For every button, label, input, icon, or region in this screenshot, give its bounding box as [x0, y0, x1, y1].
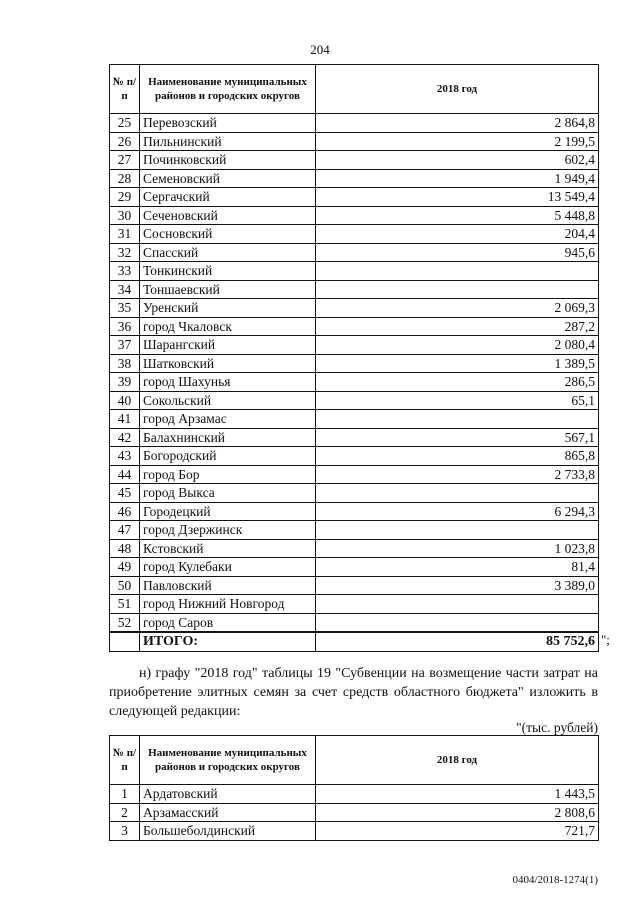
row-value: 13 549,4	[316, 188, 599, 207]
row-number: 3	[110, 822, 140, 841]
row-name: Сергачский	[140, 188, 316, 207]
row-number: 52	[110, 613, 140, 632]
row-name: Перевозский	[140, 114, 316, 133]
row-value: 5 448,8	[316, 206, 599, 225]
row-value: 721,7	[316, 822, 599, 841]
table-row	[110, 373, 599, 392]
row-number: 2	[110, 803, 140, 822]
table-row	[110, 114, 599, 133]
table-body	[110, 785, 599, 841]
total-num-cell	[110, 632, 140, 651]
row-name: Пильнинский	[140, 132, 316, 151]
row-value: 865,8	[316, 447, 599, 466]
table-row	[110, 262, 599, 281]
row-name: Балахнинский	[140, 428, 316, 447]
row-number: 44	[110, 465, 140, 484]
table-row	[110, 613, 599, 632]
row-name: город Нижний Новгород	[140, 595, 316, 614]
table-row	[110, 317, 599, 336]
row-value	[316, 484, 599, 503]
table-row	[110, 410, 599, 429]
table-body	[110, 114, 599, 633]
row-name: Шатковский	[140, 354, 316, 373]
row-name: Спасский	[140, 243, 316, 262]
row-number: 35	[110, 299, 140, 318]
row-value: 204,4	[316, 225, 599, 244]
row-value	[316, 595, 599, 614]
row-number: 37	[110, 336, 140, 355]
row-number: 45	[110, 484, 140, 503]
row-name: Починковский	[140, 151, 316, 170]
row-number: 26	[110, 132, 140, 151]
row-value	[316, 280, 599, 299]
row-value: 65,1	[316, 391, 599, 410]
row-number: 25	[110, 114, 140, 133]
row-name: Сеченовский	[140, 206, 316, 225]
row-value: 2 069,3	[316, 299, 599, 318]
row-number: 46	[110, 502, 140, 521]
row-number: 30	[110, 206, 140, 225]
table-row	[110, 299, 599, 318]
header-name: Наименование муниципальных районов и городских округов	[140, 65, 316, 114]
total-value: 85 752,6	[316, 632, 599, 651]
subsidy-table	[109, 64, 599, 652]
row-value: 2 808,6	[316, 803, 599, 822]
table-row	[110, 206, 599, 225]
row-number: 49	[110, 558, 140, 577]
row-number: 34	[110, 280, 140, 299]
document-code: 0404/2018-1274(1)	[512, 874, 598, 886]
table-row	[110, 521, 599, 540]
row-value	[316, 521, 599, 540]
total-label: ИТОГО:	[140, 632, 316, 651]
table-row	[110, 803, 599, 822]
table-row	[110, 280, 599, 299]
table-row	[110, 595, 599, 614]
row-value: 2 199,5	[316, 132, 599, 151]
table-row	[110, 484, 599, 503]
table-row	[110, 336, 599, 355]
row-value: 602,4	[316, 151, 599, 170]
row-name: Семеновский	[140, 169, 316, 188]
row-value	[316, 410, 599, 429]
row-name: Шарангский	[140, 336, 316, 355]
table-row	[110, 225, 599, 244]
row-value: 6 294,3	[316, 502, 599, 521]
row-name: Павловский	[140, 576, 316, 595]
row-name: Городецкий	[140, 502, 316, 521]
total-row	[110, 632, 599, 651]
row-value: 2 733,8	[316, 465, 599, 484]
table-header-row	[110, 65, 599, 114]
row-number: 33	[110, 262, 140, 281]
amendment-paragraph: н) графу "2018 год" таблицы 19 "Субвенции на возмещение части затрат на приобретение элитных семян за счет средств областного бюджета" изложить в следующей редакции:	[109, 666, 598, 719]
table-row	[110, 447, 599, 466]
header-num: № п/п	[110, 736, 140, 785]
row-number: 36	[110, 317, 140, 336]
closing-quote: ";	[601, 632, 610, 647]
row-name: город Чкаловск	[140, 317, 316, 336]
row-value	[316, 262, 599, 281]
table-row	[110, 465, 599, 484]
row-name: Ардатовский	[140, 785, 316, 804]
row-name: город Кулебаки	[140, 558, 316, 577]
table-header-row	[110, 736, 599, 785]
table-row	[110, 151, 599, 170]
table-row	[110, 428, 599, 447]
row-name: Сокольский	[140, 391, 316, 410]
header-year: 2018 год	[316, 736, 599, 785]
row-value	[316, 613, 599, 632]
row-number: 41	[110, 410, 140, 429]
row-name: Тонкинский	[140, 262, 316, 281]
row-value: 1 389,5	[316, 354, 599, 373]
row-number: 47	[110, 521, 140, 540]
row-number: 28	[110, 169, 140, 188]
table-row	[110, 822, 599, 841]
table-row	[110, 169, 599, 188]
row-number: 42	[110, 428, 140, 447]
units-label: "(тыс. рублей)	[516, 720, 598, 735]
table-row	[110, 354, 599, 373]
row-name: город Дзержинск	[140, 521, 316, 540]
table-row	[110, 785, 599, 804]
row-name: город Саров	[140, 613, 316, 632]
row-value: 567,1	[316, 428, 599, 447]
row-name: Арзамасский	[140, 803, 316, 822]
row-value: 945,6	[316, 243, 599, 262]
table-row	[110, 502, 599, 521]
table-row	[110, 243, 599, 262]
page-number: 204	[310, 42, 330, 57]
table-row	[110, 576, 599, 595]
row-value: 287,2	[316, 317, 599, 336]
row-name: Уренский	[140, 299, 316, 318]
row-number: 39	[110, 373, 140, 392]
row-name: Тоншаевский	[140, 280, 316, 299]
elite-seeds-table	[109, 735, 599, 841]
table-row	[110, 391, 599, 410]
row-name: город Бор	[140, 465, 316, 484]
row-name: Богородский	[140, 447, 316, 466]
row-number: 50	[110, 576, 140, 595]
table-row	[110, 132, 599, 151]
row-number: 51	[110, 595, 140, 614]
row-value: 81,4	[316, 558, 599, 577]
row-number: 29	[110, 188, 140, 207]
row-value: 2 864,8	[316, 114, 599, 133]
row-number: 40	[110, 391, 140, 410]
table-row	[110, 188, 599, 207]
row-number: 31	[110, 225, 140, 244]
row-name: Большеболдинский	[140, 822, 316, 841]
row-value: 1 443,5	[316, 785, 599, 804]
table-row	[110, 539, 599, 558]
header-num: № п/п	[110, 65, 140, 114]
row-value: 286,5	[316, 373, 599, 392]
row-value: 1 023,8	[316, 539, 599, 558]
header-year: 2018 год	[316, 65, 599, 114]
row-number: 32	[110, 243, 140, 262]
row-number: 48	[110, 539, 140, 558]
row-name: город Арзамас	[140, 410, 316, 429]
row-name: Кстовский	[140, 539, 316, 558]
header-name: Наименование муниципальных районов и городских округов	[140, 736, 316, 785]
row-value: 1 949,4	[316, 169, 599, 188]
row-number: 43	[110, 447, 140, 466]
row-number: 38	[110, 354, 140, 373]
row-name: город Шахунья	[140, 373, 316, 392]
row-name: Сосновский	[140, 225, 316, 244]
table-row	[110, 558, 599, 577]
row-name: город Выкса	[140, 484, 316, 503]
row-value: 2 080,4	[316, 336, 599, 355]
row-number: 27	[110, 151, 140, 170]
row-number: 1	[110, 785, 140, 804]
row-value: 3 389,0	[316, 576, 599, 595]
